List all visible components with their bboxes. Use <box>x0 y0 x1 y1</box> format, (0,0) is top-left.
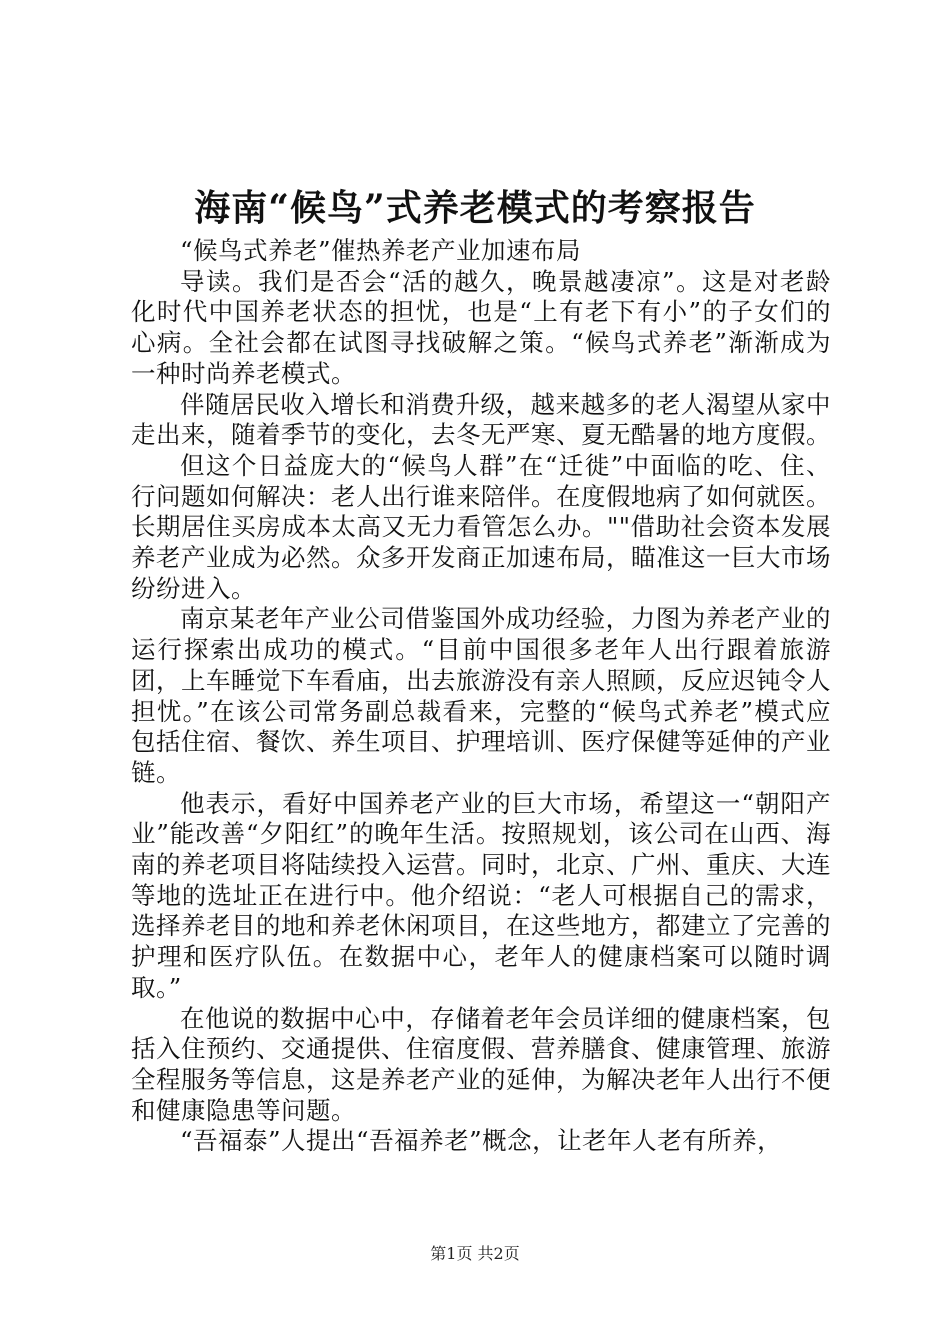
body-paragraph: 导读。我们是否会“活的越久，晚景越凄凉”。这是对老龄化时代中国养老状态的担忧，也是“上有老下有小”的子女们的心病。全社会都在试图寻找破解之策。“候鸟式养老”渐渐成为一种时尚养老模式。 <box>131 266 831 388</box>
document-title: 海南“候鸟”式养老模式的考察报告 <box>194 187 756 229</box>
body-paragraph: 在他说的数据中心中，存储着老年会员详细的健康档案，包括入住预约、交通提供、住宿度假、营养膳食、健康管理、旅游全程服务等信息，这是养老产业的延伸，为解决老年人出行不便和健康隐患等问题。 <box>131 1003 831 1125</box>
body-paragraph: 他表示，看好中国养老产业的巨大市场，希望这一“朝阳产业”能改善“夕阳红”的晚年生活。按照规划，该公司在山西、海南的养老项目将陆续投入运营。同时，北京、广州、重庆、大连等地的选址正在进行中。他介绍说：“老人可根据自己的需求，选择养老目的地和养老休闲项目，在这些地方，都建立了完善的护理和医疗队伍。在数据中心，老年人的健康档案可以随时调取。” <box>131 788 831 1002</box>
page-number-footer: 第1页 共2页 <box>430 1244 520 1263</box>
body-paragraph: 伴随居民收入增长和消费升级，越来越多的老人渴望从家中走出来，随着季节的变化，去冬无严寒、夏无酷暑的地方度假。 <box>131 389 831 450</box>
body-paragraph: “吾福泰”人提出“吾福养老”概念，让老年人老有所养， <box>180 1126 783 1156</box>
body-paragraph: 南京某老年产业公司借鉴国外成功经验，力图为养老产业的运行探索出成功的模式。“目前中国很多老年人出行跟着旅游团，上车睡觉下车看庙，出去旅游没有亲人照顾，反应迟钝令人担忧。”在该公司常务副总裁看来，完整的“候鸟式养老”模式应包括住宿、餐饮、养生项目、护理培训、医疗保健等延伸的产业链。 <box>131 604 831 787</box>
document-body <box>131 236 831 1157</box>
body-paragraph: 但这个日益庞大的“候鸟人群”在“迁徙”中面临的吃、住、行问题如何解决：老人出行谁来陪伴。在度假地病了如何就医。长期居住买房成本太高又无力看管怎么办。""借助社会资本发展养老产业成为必然。众多开发商正加速布局，瞄准这一巨大市场纷纷进入。 <box>131 450 831 603</box>
subtitle-paragraph: “候鸟式养老”催热养老产业加速布局 <box>180 236 582 265</box>
